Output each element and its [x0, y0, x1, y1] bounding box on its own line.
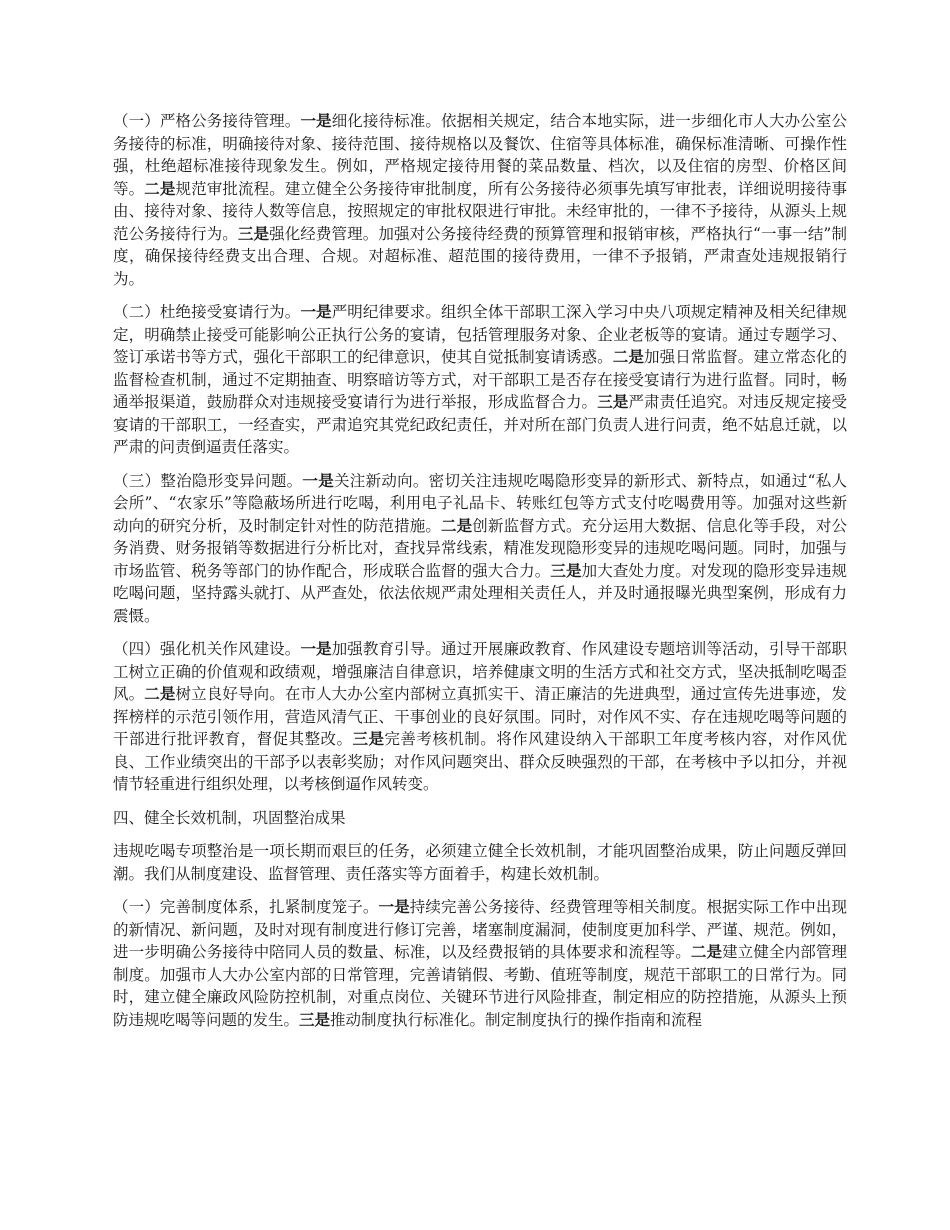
body-text: 严肃责任追究。对违反规定接受宴请的干部职工，一经查实，严肃追究其党纪政纪责任，并对所在部门负责人进行问责，绝不姑息迁就，以严肃的问责倒逼责任落实。 [113, 393, 847, 456]
body-text: 规范审批流程。建立健全公务接待审批制度，所有公务接待必须事先填写审批表，详细说明接待事由、接待对象、接待人数等信息，按照规定的审批权限进行审批。未经审批的，一律不予接待，从源头上规范公务接待行为。 [113, 179, 847, 243]
point-label: 三是 [550, 561, 582, 580]
paragraph-work-style [113, 638, 847, 796]
point-label: 三是 [237, 224, 270, 243]
body-text: 完善考核机制。将作风建设纳入干部职工年度考核内容，对作风优良、工作业绩突出的干部予以表彰奖励；对作风问题突出、群众反映强烈的干部，在考核中予以扣分，并视情节轻重进行组织处理，以考核倒逼作风转变。 [113, 730, 847, 793]
paragraph-intro-mechanism [113, 840, 847, 885]
paragraph-hidden-variants [113, 470, 847, 628]
point-label: 一是 [302, 471, 334, 490]
body-text: 加强日常监督。建立常态化的监督检查机制，通过不定期抽查、明察暗访等方式，对干部职工是否存在接受宴请行为进行监督。同时，畅通举报渠道，鼓励群众对违规接受宴请行为进行举报，形成监督合力。 [113, 348, 847, 411]
point-label: 一是 [300, 303, 332, 321]
body-text: 加大查处力度。对发现的隐形变异违规吃喝问题，坚持露头就打、从严查处，依法依规严肃处理相关责任人，并及时通报曝光典型案例，形成有力震慑。 [113, 561, 847, 625]
body-text: 关注新动向。密切关注违规吃喝隐形变异的新形式、新特点，如通过“私人会所”、“农家乐”等隐蔽场所进行吃喝，利用电子礼品卡、转账红包等方式支付吃喝费用等。加强对这些新动向的研究分析，及时制定针对性的防范措施。 [113, 471, 847, 535]
body-text: 加强教育引导。通过开展廉政教育、作风建设专题培训等活动，引导干部职工树立正确的价值观和政绩观，增强廉洁自律意识，培养健康文明的生活方式和社交方式，坚决抵制吃喝歪风。 [113, 640, 847, 703]
point-label: 一是 [378, 898, 410, 916]
body-text: 树立良好导向。在市人大办公室内部树立真抓实干、清正廉洁的先进典型，通过宣传先进事迹，发挥榜样的示范引领作用，营造风清气正、干事创业的良好氛围。同时，对作风不实、存在违规吃喝等问题的干部进行批评教育，督促其整改。 [113, 685, 847, 748]
section-title: （一）严格公务接待管理。 [113, 112, 301, 130]
section-title: （三）整治隐形变异问题。 [113, 471, 303, 490]
document-page [113, 110, 847, 1042]
body-text: 创新监督方式。充分运用大数据、信息化等手段，对公务消费、财务报销等数据进行分析比对，查找异常线索，精准发现隐形变异的违规吃喝问题。同时，加强与市场监管、税务等部门的协作配合，形成联合监督的强大合力。 [113, 516, 847, 580]
paragraph-refuse-banquets [113, 301, 847, 459]
body-text: 严明纪律要求。组织全体干部职工深入学习中央八项规定精神及相关纪律规定，明确禁止接受可能影响公正执行公务的宴请，包括管理服务对象、企业老板等的宴请。通过专题学习、签订承诺书等方式，强化干部职工的纪律意识，使其自觉抵制宴请诱惑。 [113, 303, 847, 366]
point-label: 二是 [144, 179, 176, 198]
section-heading-long-term-mechanism [113, 807, 847, 830]
point-label: 二是 [441, 516, 473, 535]
body-text: 建立健全内部管理制度。加强市人大办公室内部的日常管理，完善请销假、考勤、值班等制度，规范干部职工的日常行为。同时，建立健全廉政风险防控机制，对重点岗位、关键环节进行风险排查，制定相应的防控措施，从源头上预防违规吃喝等问题的发生。 [113, 943, 847, 1029]
point-label: 二是 [144, 685, 176, 703]
body-text: 持续完善公务接待、经费管理等相关制度。根据实际工作中出现的新情况、新问题，及时对现有制度进行修订完善，堵塞制度漏洞，使制度更加科学、严谨、规范。例如，进一步明确公务接待中陪同人员的数量、标准，以及经费报销的具体要求和流程等。 [113, 898, 847, 961]
point-label: 一是 [300, 112, 332, 130]
point-label: 三是 [352, 730, 385, 748]
section-title: （一）完善制度体系，扎紧制度笼子。 [113, 898, 379, 916]
body-text: 细化接待标准。依据相关规定，结合本地实际，进一步细化市人大办公室公务接待的标准，明确接待对象、接待范围、接待规格以及餐饮、住宿等具体标准，确保标准清晰、可操作性强，杜绝超标准接待现象发生。例如，严格规定接待用餐的菜品数量、档次，以及住宿的房型、价格区间等。 [113, 112, 847, 198]
point-label: 一是 [300, 640, 332, 658]
body-text: 推动制度执行标准化。制定制度执行的操作指南和流程 [330, 1010, 703, 1029]
point-label: 二是 [690, 943, 723, 961]
point-label: 三是 [597, 393, 629, 411]
heading-text: 四、健全长效机制，巩固整治成果 [113, 808, 346, 827]
body-text: 违规吃喝专项整治是一项长期而艰巨的任务，必须建立健全长效机制，才能巩固整治成果，防止问题反弹回潮。我们从制度建设、监督管理、责任落实等方面着手，构建长效机制。 [113, 842, 847, 883]
body-text: 强化经费管理。加强对公务接待经费的预算管理和报销审核，严格执行“一事一结”制度，确保接待经费支出合理、合规。对超标准、超范围的接待费用，一律不予报销，严肃查处违规报销行为。 [113, 224, 847, 288]
point-label: 三是 [299, 1010, 331, 1029]
paragraph-strict-reception [113, 110, 847, 290]
section-title: （四）强化机关作风建设。 [113, 640, 301, 658]
point-label: 二是 [612, 348, 645, 366]
paragraph-improve-system [113, 896, 847, 1031]
section-title: （二）杜绝接受宴请行为。 [113, 303, 301, 321]
